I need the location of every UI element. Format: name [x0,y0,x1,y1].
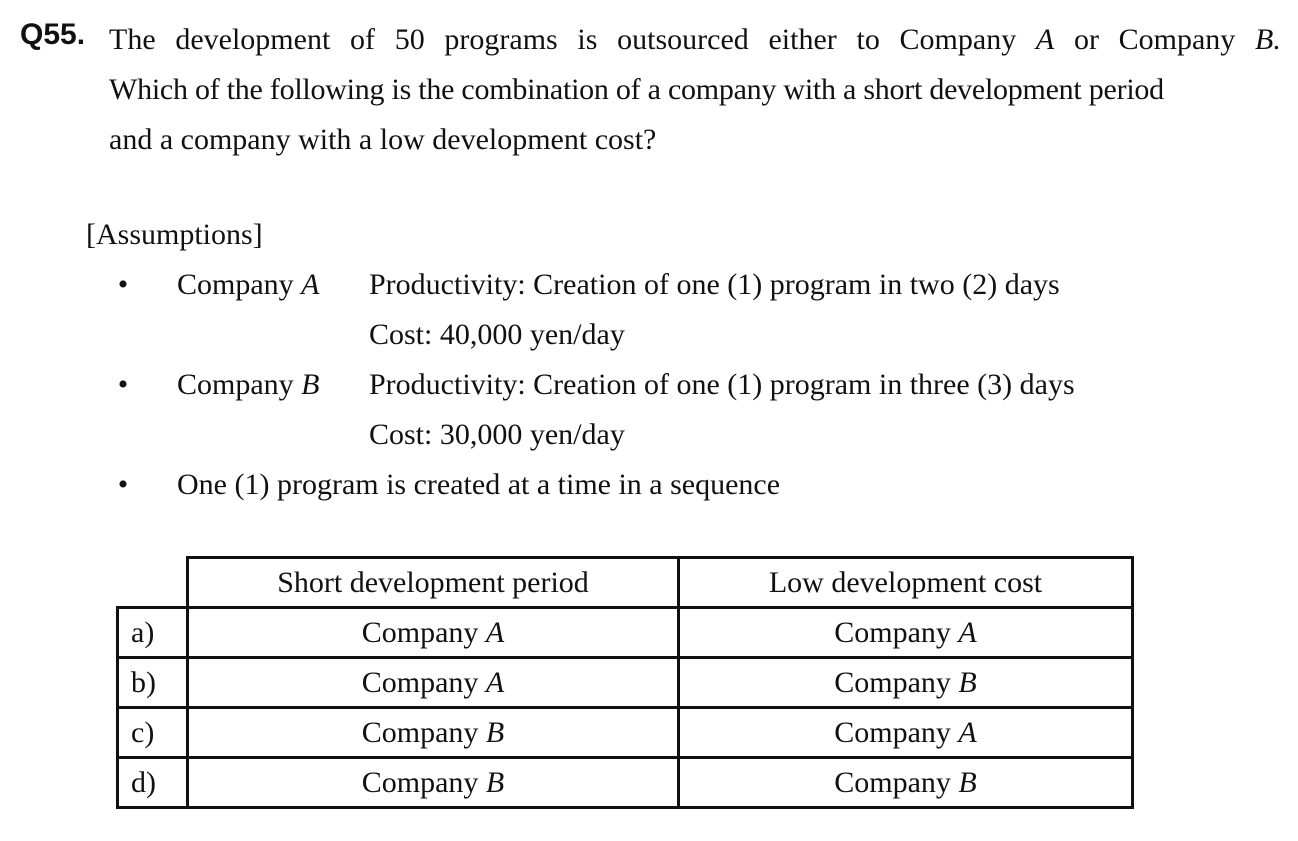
question-word: Company [899,23,1017,56]
option-label[interactable]: b) [118,658,188,708]
question-word: of [350,23,375,56]
question-word: 50 [394,23,425,56]
question-text [109,15,1281,165]
company-b-cost: Cost: 30,000 yen/day [369,418,625,451]
company-word: Company [834,765,951,799]
company-word: Company [361,765,479,799]
bullet-icon: • [117,468,129,501]
short-period-cell [188,708,679,758]
bullet-icon: • [117,368,129,401]
question-word: to [856,23,880,56]
company-word: Company [834,615,951,649]
table-row[interactable] [118,758,1133,808]
company-variable: B [485,765,505,799]
company-b-label [177,365,320,405]
sequence-note: One (1) program is created at a time in a sequence [177,468,781,501]
table-row[interactable] [118,608,1133,658]
question-word: The [109,23,156,56]
table-header-row [118,558,1133,608]
bullet-icon: • [117,268,129,301]
company-a-label [177,265,320,305]
question-line-1 [109,15,1281,65]
company-word: Company [177,368,294,401]
low-cost-cell [679,708,1133,758]
question-line-2: Which of the following is the combination of a company with a short development period [109,73,1164,106]
low-cost-cell [679,608,1133,658]
company-variable: A [301,268,320,301]
question-line-3: and a company with a low development cost? [109,123,657,156]
company-a-cost: Cost: 40,000 yen/day [369,318,625,351]
table-corner-cell [118,558,188,608]
company-word: Company [177,268,294,301]
option-label[interactable]: d) [118,758,188,808]
low-cost-cell [679,658,1133,708]
short-period-cell [188,758,679,808]
company-variable: A [485,615,505,649]
table-row[interactable] [118,658,1133,708]
company-word: Company [361,715,479,749]
question-word: programs [444,23,558,56]
company-word: Company [834,665,951,699]
company-b-variable: B. [1255,23,1281,56]
question-word: is [577,23,598,56]
question-word: Company [1118,23,1236,56]
company-variable: B [485,715,505,749]
company-a-productivity: Productivity: Creation of one (1) program in two (2) days [369,268,1060,301]
option-label[interactable]: a) [118,608,188,658]
question-number: Q55. [20,18,86,51]
company-word: Company [834,715,951,749]
company-variable: A [958,715,977,749]
company-word: Company [361,665,479,699]
question-word: development [175,23,331,56]
company-word: Company [361,615,479,649]
question-word: outsourced [617,23,749,56]
company-variable: A [485,665,505,699]
short-period-cell [188,608,679,658]
company-variable: A [958,615,977,649]
table-row[interactable] [118,708,1133,758]
header-short-development-period: Short development period [188,558,679,608]
answer-table [116,556,1134,809]
company-variable: B [301,368,320,401]
company-variable: B [958,665,977,699]
short-period-cell [188,658,679,708]
company-variable: B [958,765,977,799]
question-word: or [1073,23,1099,56]
option-label[interactable]: c) [118,708,188,758]
header-low-development-cost: Low development cost [679,558,1133,608]
company-a-variable: A [1035,23,1055,56]
low-cost-cell [679,758,1133,808]
question-word: either [768,23,837,56]
assumptions-heading: [Assumptions] [86,218,263,251]
company-b-productivity: Productivity: Creation of one (1) program in three (3) days [369,368,1075,401]
